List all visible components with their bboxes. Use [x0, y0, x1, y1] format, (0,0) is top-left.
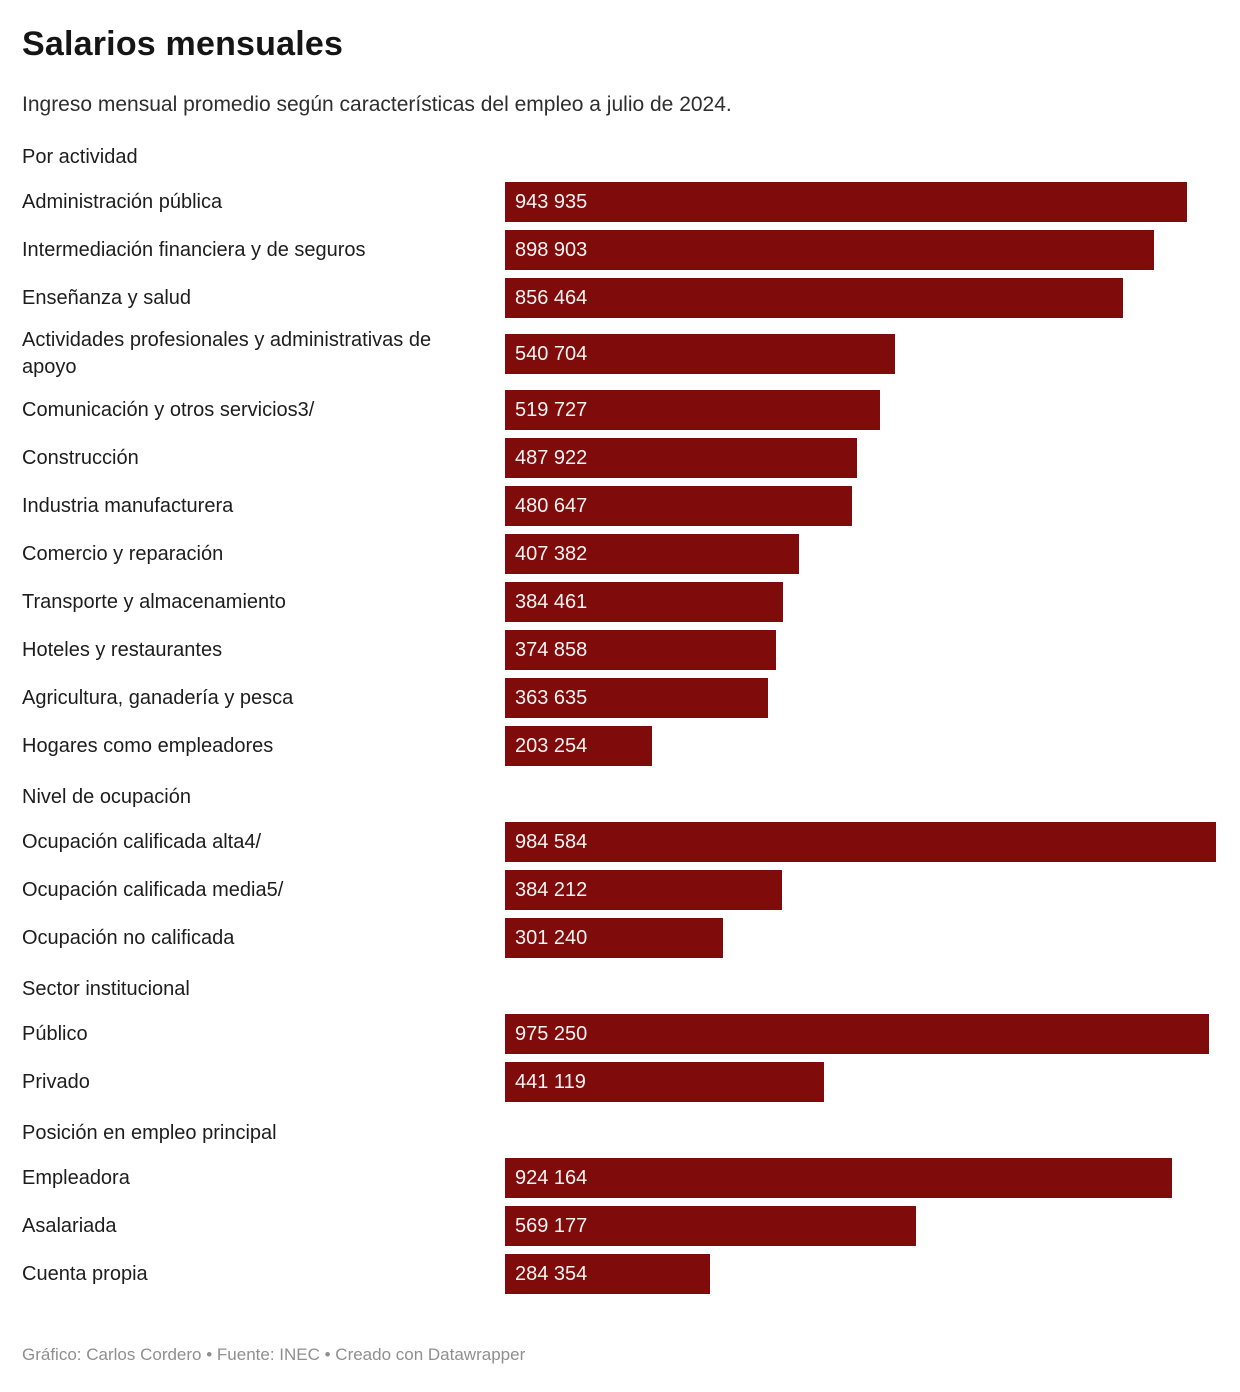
bar-label: Hogares como empleadores [22, 734, 274, 757]
bar-value-label: 301 240 [515, 926, 588, 949]
bar-row [22, 482, 1216, 530]
bar [505, 230, 1154, 270]
bar-track [505, 1158, 1216, 1198]
bar-value-label: 519 727 [515, 398, 588, 421]
bar-row [22, 626, 1216, 674]
bar-row [22, 818, 1216, 866]
bar-track [505, 534, 1216, 574]
bar-label: Ocupación no calificada [22, 926, 235, 949]
bar [505, 678, 768, 718]
bar-value-label: 569 177 [515, 1214, 588, 1237]
bar [505, 870, 782, 910]
bar-value-label: 384 461 [515, 590, 588, 613]
bar-label: Actividades profesionales y administrativas de apoyo [22, 329, 432, 378]
bar-track [505, 1014, 1216, 1054]
bar-label: Industria manufacturera [22, 494, 234, 517]
bar-value-label: 441 119 [515, 1070, 586, 1093]
bar-value-label: 363 635 [515, 686, 588, 709]
bar-value-label: 924 164 [515, 1166, 588, 1189]
bar-label: Cuenta propia [22, 1262, 148, 1285]
bar-track [505, 822, 1216, 862]
bar [505, 486, 852, 526]
bar-track [505, 334, 1216, 374]
bar-track [505, 918, 1216, 958]
bar-value-label: 480 647 [515, 494, 588, 517]
bar-label: Intermediación financiera y de seguros [22, 238, 366, 261]
bar-track [505, 390, 1216, 430]
bar-label: Empleadora [22, 1166, 130, 1189]
bar-value-label: 984 584 [515, 830, 588, 853]
bar [505, 1062, 824, 1102]
bar-track [505, 486, 1216, 526]
bar-label: Privado [22, 1070, 90, 1093]
bar-track [505, 870, 1216, 910]
bar-row [22, 1202, 1216, 1250]
bar-value-label: 284 354 [515, 1262, 588, 1285]
group-header: Posición en empleo principal [22, 1122, 277, 1144]
bar-track [505, 1062, 1216, 1102]
bar [505, 1206, 916, 1246]
group-header: Nivel de ocupación [22, 786, 191, 808]
bar-row [22, 178, 1216, 226]
bar-track [505, 182, 1216, 222]
bar-label: Público [22, 1022, 88, 1045]
bar [505, 1158, 1172, 1198]
bar-label: Enseñanza y salud [22, 286, 192, 309]
bar-value-label: 540 704 [515, 342, 588, 365]
bar-label: Ocupación calificada alta4/ [22, 830, 262, 853]
bar-label: Asalariada [22, 1214, 117, 1237]
bar-value-label: 384 212 [515, 878, 588, 901]
bar [505, 534, 799, 574]
bar [505, 1014, 1209, 1054]
chart-credit: Gráfico: Carlos Cordero • Fuente: INEC • Creado con Datawrapper [22, 1345, 526, 1364]
bar-value-label: 975 250 [515, 1022, 588, 1045]
bar-chart [22, 130, 1216, 1298]
bar [505, 278, 1123, 318]
bar-label: Hoteles y restaurantes [22, 638, 223, 661]
bar-track [505, 1206, 1216, 1246]
bar-row [22, 434, 1216, 482]
bar-track [505, 678, 1216, 718]
page-title: Salarios mensuales [22, 25, 344, 63]
chart-subtitle: Ingreso mensual promedio según características del empleo a julio de 2024. [22, 93, 732, 116]
bar [505, 438, 857, 478]
bar-label: Comunicación y otros servicios3/ [22, 398, 315, 421]
bar-track [505, 438, 1216, 478]
bar-track [505, 1254, 1216, 1294]
group-header: Sector institucional [22, 978, 190, 1000]
bar-track [505, 726, 1216, 766]
bar-track [505, 630, 1216, 670]
bar-track [505, 230, 1216, 270]
bar-label: Administración pública [22, 190, 223, 213]
bar-row [22, 866, 1216, 914]
bar-value-label: 856 464 [515, 286, 588, 309]
bar-row [22, 1010, 1216, 1058]
bar-row [22, 226, 1216, 274]
bar [505, 182, 1187, 222]
bar [505, 334, 895, 374]
bar-track [505, 582, 1216, 622]
bar-track [505, 278, 1216, 318]
bar-label: Construcción [22, 446, 139, 469]
bar [505, 390, 880, 430]
bar-row [22, 914, 1216, 962]
bar [505, 726, 652, 766]
bar-value-label: 898 903 [515, 238, 588, 261]
bar-value-label: 407 382 [515, 542, 588, 565]
bar-row [22, 578, 1216, 626]
bar [505, 822, 1216, 862]
bar [505, 918, 723, 958]
bar-label: Ocupación calificada media5/ [22, 878, 284, 901]
bar-value-label: 374 858 [515, 638, 588, 661]
bar [505, 582, 783, 622]
bar-row [22, 722, 1216, 770]
bar-row [22, 1058, 1216, 1106]
bar-value-label: 943 935 [515, 190, 588, 213]
bar [505, 1254, 710, 1294]
bar-label: Agricultura, ganadería y pesca [22, 686, 294, 709]
bar-row [22, 1250, 1216, 1298]
bar-row [22, 1154, 1216, 1202]
bar-row [22, 386, 1216, 434]
bar-row [22, 530, 1216, 578]
bar-label: Comercio y reparación [22, 542, 224, 565]
bar-row [22, 674, 1216, 722]
group-header: Por actividad [22, 146, 138, 168]
bar-row [22, 274, 1216, 322]
bar-value-label: 203 254 [515, 734, 588, 757]
bar-label: Transporte y almacenamiento [22, 590, 286, 613]
bar [505, 630, 776, 670]
bar-value-label: 487 922 [515, 446, 588, 469]
bar-row [22, 322, 1216, 386]
